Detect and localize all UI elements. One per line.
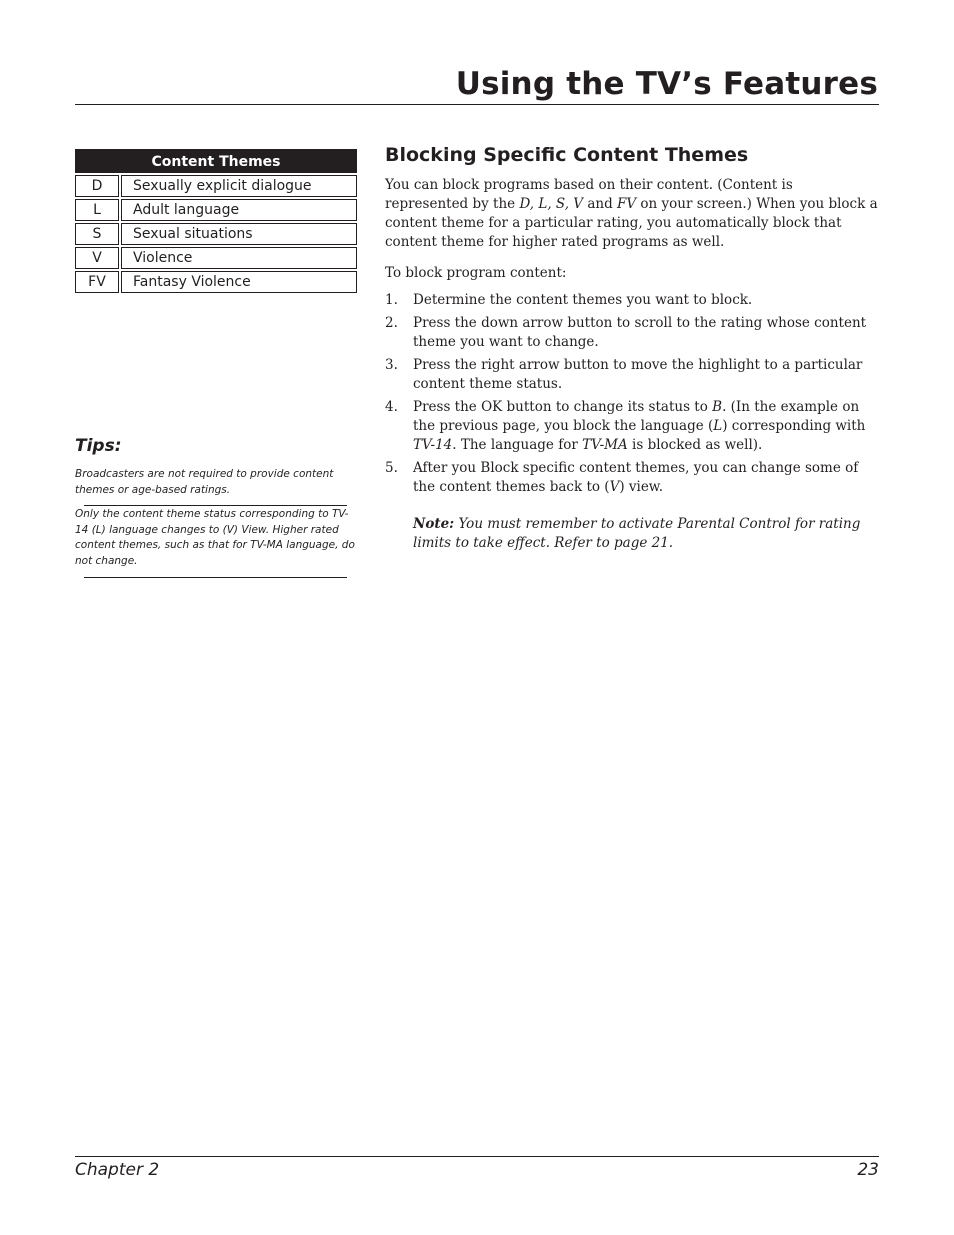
step-text-part: ) view. <box>619 479 664 495</box>
step-number: 5. <box>385 460 398 476</box>
tip-divider <box>84 505 347 506</box>
tip-text: Broadcasters are not required to provide content themes or age-based ratings. <box>75 468 334 496</box>
theme-code: FV <box>75 271 119 293</box>
to-block-label: To block program content: <box>385 265 567 281</box>
theme-code: S <box>75 223 119 245</box>
step-text-part: . The language for <box>452 437 583 453</box>
list-item <box>385 314 879 352</box>
tips-heading: Tips: <box>75 436 122 456</box>
intro-text: You can block programs based on their content. (Content is represented by the <box>385 177 793 212</box>
step-number: 2. <box>385 315 398 331</box>
content-themes-table <box>75 149 357 293</box>
table-row <box>75 271 357 293</box>
tip-text: Only the content theme status corresponding to TV-14 (L) language changes to (V) View. Higher rated content themes, such as that for TV-MA language, do not change. <box>75 508 355 567</box>
title-divider <box>75 104 879 105</box>
step-text <box>413 459 879 497</box>
list-item <box>385 398 879 455</box>
theme-code: D <box>75 175 119 197</box>
theme-label: Sexual situations <box>121 223 357 245</box>
step-text-italic: TV-MA <box>582 437 628 453</box>
list-item <box>385 356 879 394</box>
step-text-part: Press the OK button to change its status to <box>413 399 713 415</box>
step-text-italic: TV-14 <box>413 437 453 453</box>
table-row <box>75 199 357 221</box>
theme-label: Adult language <box>121 199 357 221</box>
footer-divider <box>75 1156 879 1157</box>
note-text: You must remember to activate Parental Control for rating limits to take effect. Refer to page 21. <box>413 516 861 551</box>
footer-chapter: Chapter 2 <box>75 1160 160 1180</box>
page-title: Using the TV’s Features <box>455 66 878 102</box>
table-row <box>75 223 357 245</box>
theme-code: V <box>75 247 119 269</box>
step-number: 3. <box>385 357 398 373</box>
intro-codes: D, L, S, V <box>519 196 584 212</box>
step-number: 4. <box>385 399 398 415</box>
step-text: Determine the content themes you want to block. <box>413 292 753 308</box>
theme-label: Sexually explicit dialogue <box>121 175 357 197</box>
step-text-italic: V <box>609 479 620 495</box>
note-label: Note: <box>413 516 455 532</box>
intro-code-fv: FV <box>617 196 637 212</box>
step-text-part: ) corresponding with <box>722 418 866 434</box>
table-row <box>75 247 357 269</box>
footer-page-number: 23 <box>857 1160 879 1180</box>
intro-text: on your screen.) When you block a content theme for a particular rating, you automatically block that content theme for higher rated programs as well. <box>385 196 878 250</box>
content-themes-heading: Content Themes <box>75 149 357 173</box>
step-number: 1. <box>385 292 398 308</box>
list-item <box>385 291 879 310</box>
intro-paragraph <box>385 176 879 252</box>
table-row <box>75 175 357 197</box>
step-text-part: . (In the example on the previous page, you block the language ( <box>413 399 860 434</box>
steps-list <box>385 291 879 501</box>
step-text: Press the down arrow button to scroll to the rating whose content theme you want to change. <box>413 315 867 350</box>
step-text <box>413 398 879 455</box>
list-item <box>385 459 879 497</box>
tip-divider <box>84 577 347 578</box>
theme-label: Violence <box>121 247 357 269</box>
note-paragraph <box>413 515 879 553</box>
step-text-part: After you Block specific content themes, you can change some of the content themes back to ( <box>413 460 859 495</box>
step-text-part: is blocked as well). <box>627 437 763 453</box>
theme-code: L <box>75 199 119 221</box>
step-text: Press the right arrow button to move the highlight to a particular content theme status. <box>413 357 863 392</box>
theme-label: Fantasy Violence <box>121 271 357 293</box>
step-text-italic: L <box>713 418 723 434</box>
section-heading: Blocking Specific Content Themes <box>385 144 749 166</box>
step-text-italic: B <box>712 399 723 415</box>
intro-text: and <box>583 196 617 212</box>
